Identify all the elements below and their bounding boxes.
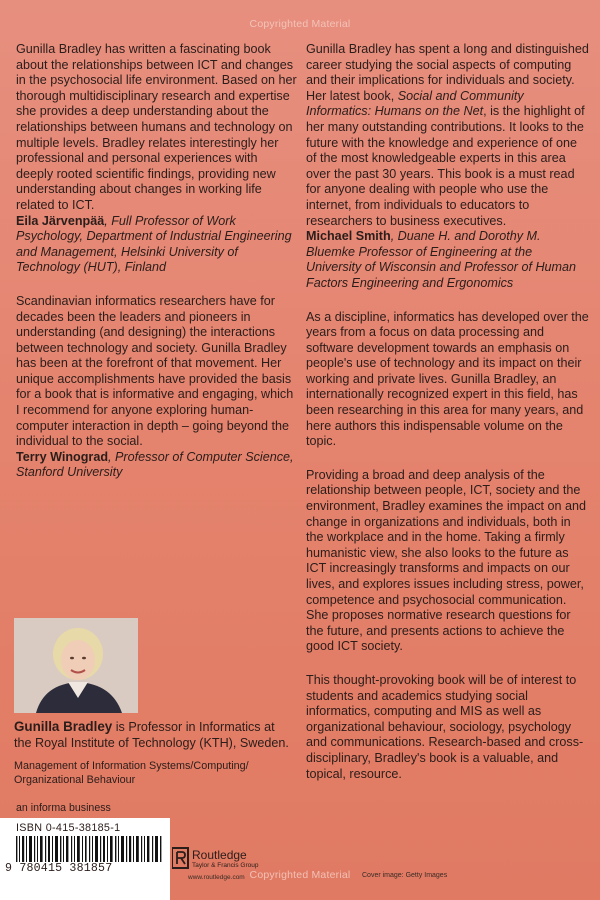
reviewer-affiliation: , Duane H. and Dorothy M. Bluemke Professor of Engineering at the University of Wisconsin and Professor of Human Factors Engineering and Ergonomics	[306, 229, 577, 290]
book-title: Social and Community Informatics: Humans on the Net	[306, 88, 524, 119]
copyright-watermark-top: Copyrighted Material	[249, 18, 351, 30]
reviewer-name: Michael Smith	[306, 229, 391, 244]
left-column	[16, 42, 298, 481]
author-description: is Professor in Informatics at the Royal Institute of Technology (KTH), Sweden.	[14, 720, 289, 750]
reviewer-name: Eila Järvenpää	[16, 213, 105, 228]
review-text-cont: , is the highlight of her many outstanding contributions. It looks to the future with the knowledge and experience of one of the most knowledgeable experts in this area over the past 30 years. This book is a must read for anyone dealing with people who use the internet, from individuals to educators to researchers to business executives.	[306, 104, 585, 228]
publisher-url: www.routledge.com	[188, 874, 245, 881]
right-column	[306, 42, 590, 782]
review-text: Gunilla Bradley has written a fascinating book about the relationships between ICT and changes in the psychosocial life environment. Based on her thorough multidisciplinary research and expertise she provides a deep understanding about the relationships between humans and technology on multiple levels. Bradley relates interestingly her professional and personal experiences with deeply rooted scientific findings, providing new understanding about changes in working life related to ICT.	[16, 42, 297, 212]
subject-categories: Management of Information Systems/Computing/ Organizational Behaviour	[14, 760, 249, 787]
review-jarvenpaa	[16, 42, 298, 276]
cover-credit: Cover image: Getty Images	[362, 872, 448, 879]
review-text: Scandinavian informatics researchers have for decades been the leaders and pioneers in understanding (and designing) the interactions between technology and society. Gunilla Bradley has been at the forefront of that movement. Her unique accomplishments have provided the basis for a book that is informative and engaging, which I recommend for anyone exploring human-computer interaction in depth – going beyond the individual to the social.	[16, 293, 294, 449]
reviewer-affiliation: , Full Professor of Work Psychology, Department of Industrial Engineering and Management, Helsinki University of Technology (HUT), Finland	[16, 213, 292, 275]
informa-tagline: an informa business	[16, 802, 111, 814]
blurb-paragraph-3: This thought-provoking book will be of interest to students and academics studying social informatics, computing and MIS as well as organizational behaviour, sociology, psychology and communications. Research-based and cross-disciplinary, Bradley's book is a valuable, and topical, resource.	[306, 672, 584, 781]
review-text: Gunilla Bradley has spent a long and distinguished career studying the social aspects of computing and their implications for individuals and society. Her latest book,	[306, 42, 589, 103]
author-bio	[14, 719, 294, 787]
blurb-paragraph-1: As a discipline, informatics has developed over the years from a focus on data processing and software development towards an emphasis on people's use of technology and its impact on their working and private lives. Gunilla Bradley, an internationally recognized expert in this field, has been researching in this area for many years, and here authors this indispensable volume on the topic.	[306, 309, 589, 449]
barcode-digits: 9 780415 381857	[5, 862, 113, 875]
publisher-name: Routledge	[192, 848, 247, 862]
review-smith	[306, 42, 590, 292]
blurb-paragraph-2: Providing a broad and deep analysis of the relationship between people, ICT, society and the environment, Bradley examines the impact on and change in organizations and individuals, both in the workplace and in the home. Taking a firmly humanistic view, she also looks to the future as ICT increasingly transforms and impacts on our lives, and explores issues including stress, power, competence and psychosocial communication. She proposes normative research questions for the future, and presents actions to achieve the good ICT society.	[306, 467, 587, 654]
author-name: Gunilla Bradley	[14, 719, 113, 734]
author-photo	[14, 618, 138, 713]
publisher-group: Taylor & Francis Group	[192, 862, 259, 869]
barcode	[16, 836, 164, 862]
reviewer-name: Terry Winograd	[16, 449, 109, 464]
copyright-watermark-bottom: Copyrighted Material	[249, 869, 351, 881]
isbn-number: ISBN 0-415-38185-1	[16, 822, 121, 834]
reviewer-affiliation: , Professor of Computer Science, Stanford University	[16, 449, 294, 480]
review-winograd	[16, 294, 298, 481]
